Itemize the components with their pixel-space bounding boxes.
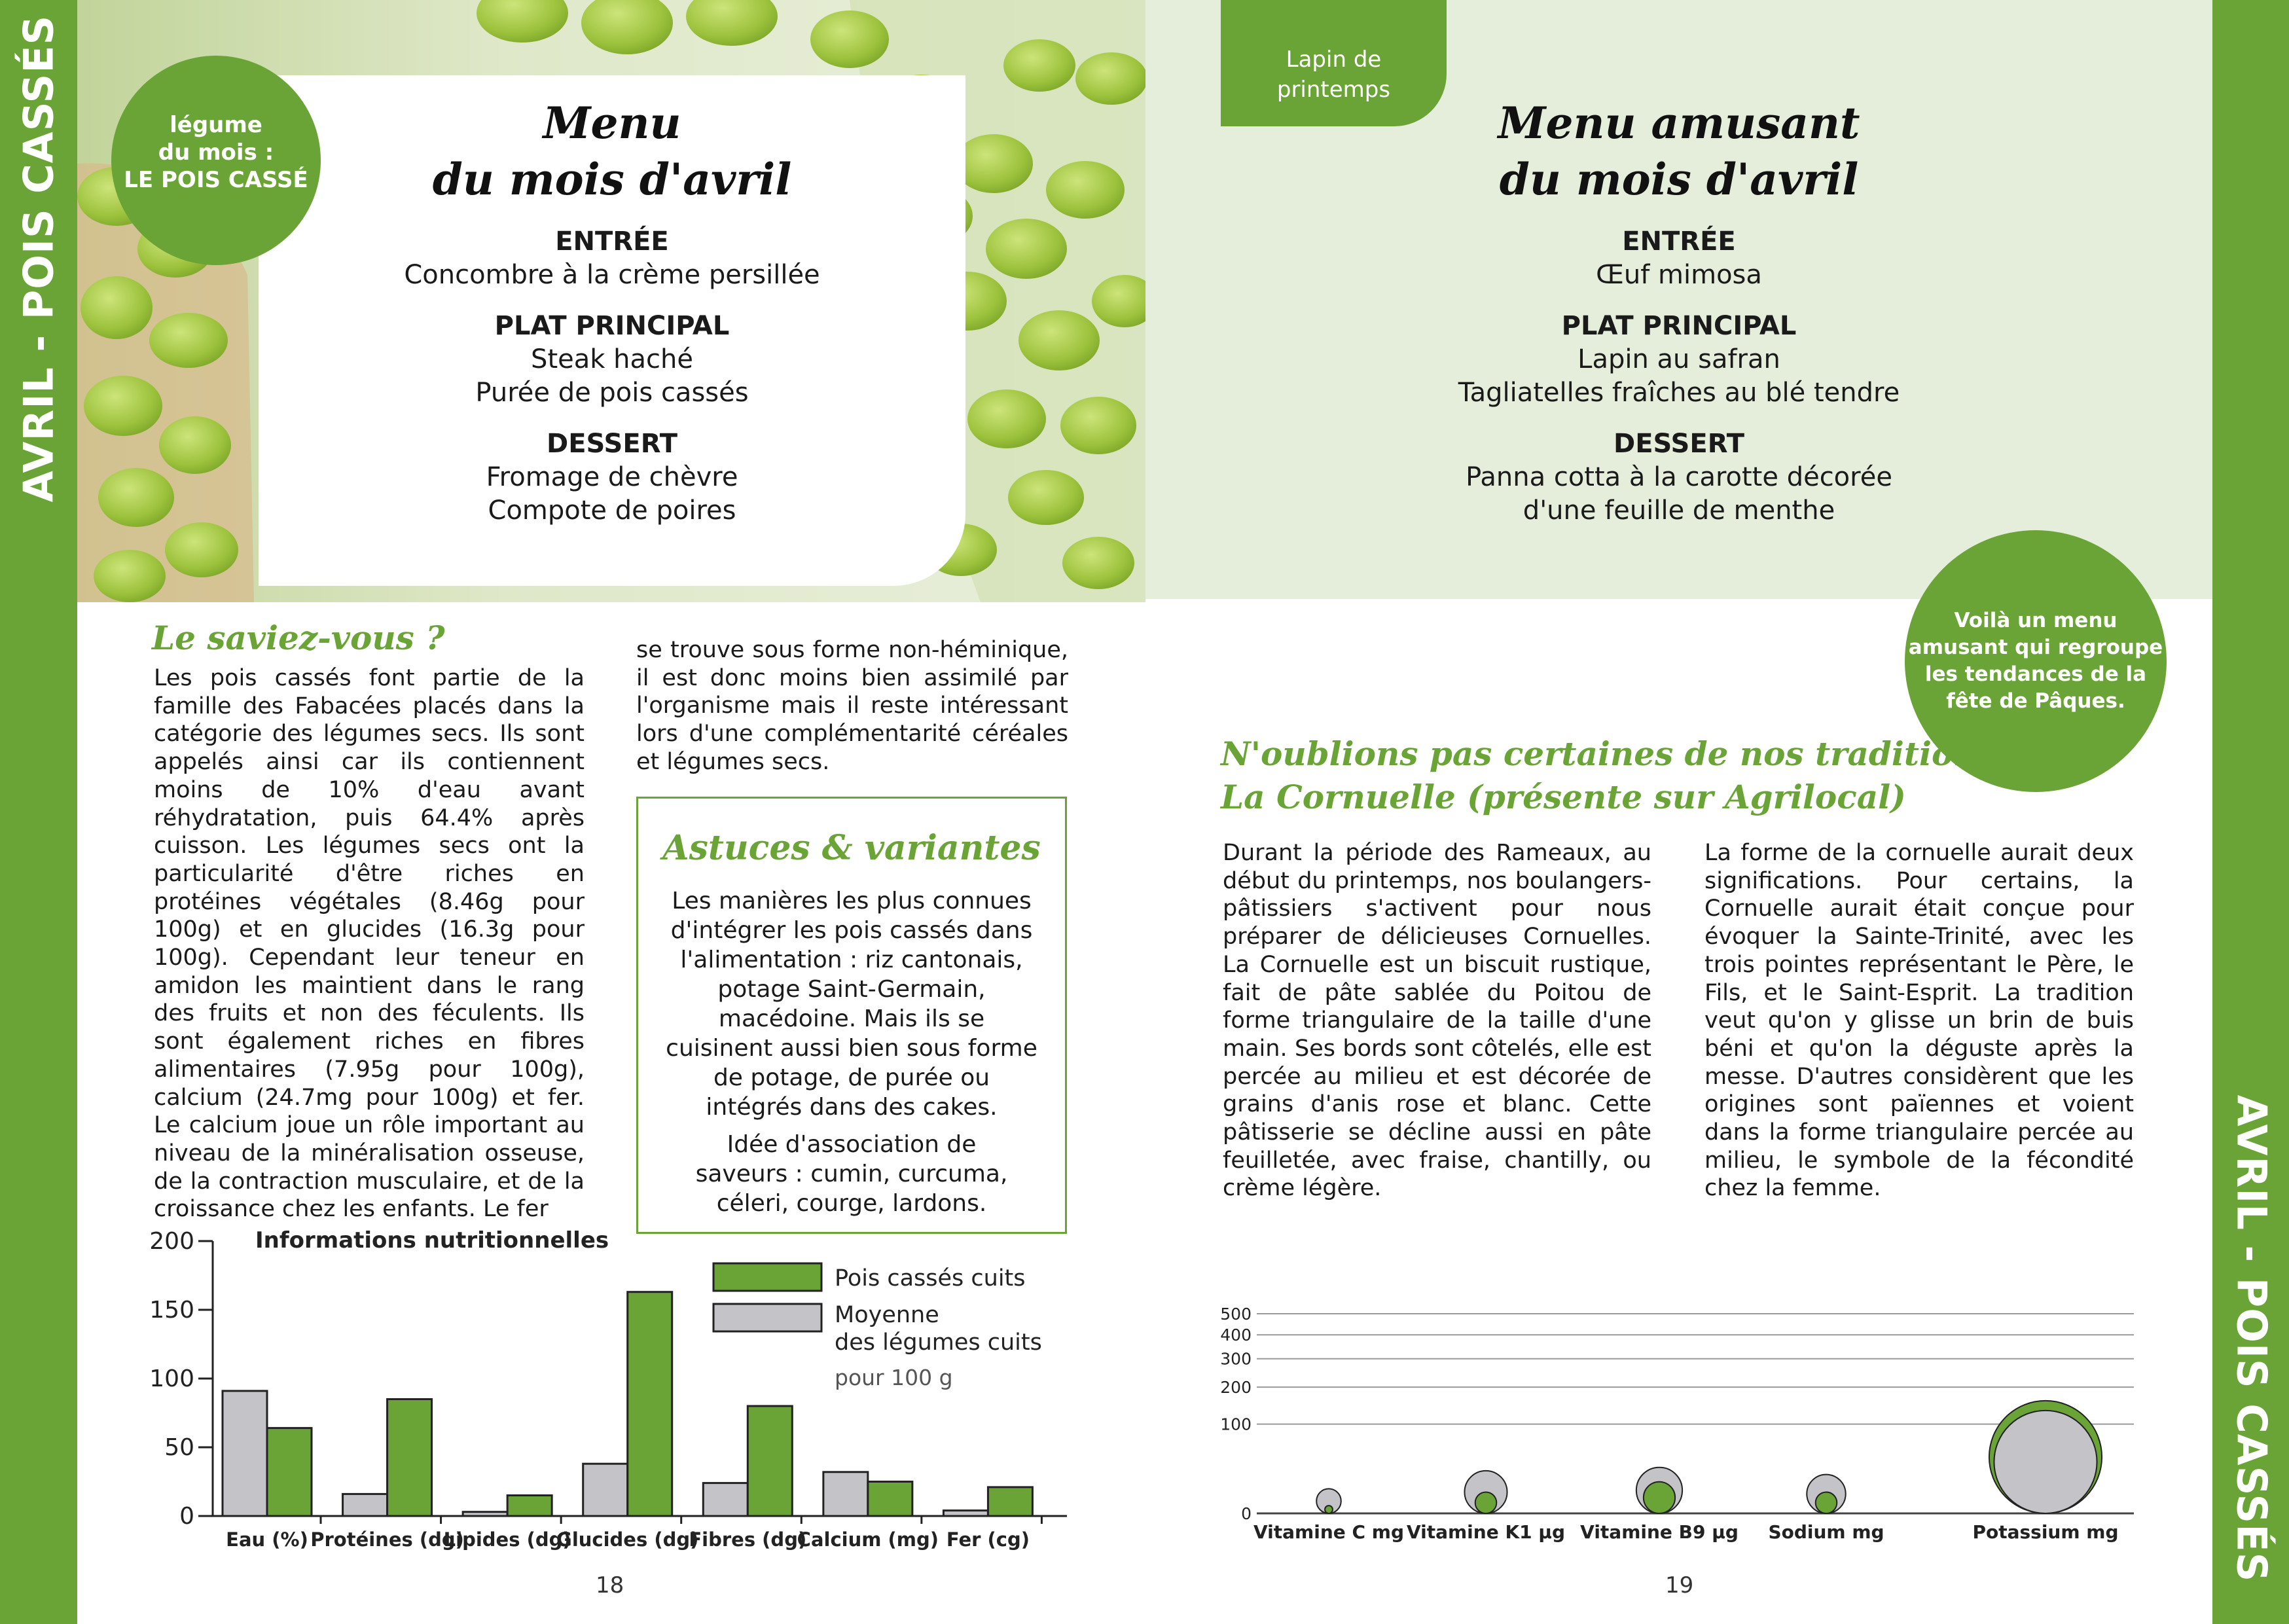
x-tick-label: Calcium (mg) <box>797 1528 939 1551</box>
saviez-col1: Les pois cassés font partie de la famille des Fabacées placés dans la catégorie des légumes secs. Ils sont appelés ainsi car ils contiennent moins de 10% d'eau avant réhydratation, puis 64.4% après cuisson. Les légumes secs ont la particularité d'être riches en protéines végétales (8.46g pour 100g) et en glucides (16.3g pour 100g). Cependant leur teneur en amidon les maintient dans le rang des fruits et non des féculents. Ils sont également riches en fibres alimentaires (7.95g pour 100g), calcium (24.7mg pour 100g) et fer. Le calcium joue un rôle important au niveau de la minéralisation osseuse, de la contraction musculaire, et de la croissance chez les enfants. Le fer <box>154 665 585 1223</box>
right-menu-title-1: Menu amusant <box>1498 98 1860 149</box>
astuces-para2: Idée d'association de saveurs : cumin, curcuma, céleri, courge, lardons. <box>695 1131 1008 1217</box>
x-tick-label: Fibres (dg) <box>689 1528 807 1551</box>
y-tick-label: 500 <box>1220 1305 1252 1324</box>
y-tick-label: 0 <box>179 1503 194 1530</box>
vegetable-of-month-badge <box>111 56 321 265</box>
nutrition-bar-chart <box>144 1218 1100 1558</box>
right-menu <box>1348 95 2010 528</box>
bubble-line: fête de Pâques. <box>1946 689 2125 713</box>
bar-average-cooked <box>943 1511 988 1516</box>
astuces-para1: Les manières les plus connues d'intégrer les pois cassés dans l'alimentation : riz cantonais, potage Saint-Germain, macédoine. Mais ils se cuisinent aussi bien sous forme de potage, de purée ou intégrés dans des cakes. <box>666 888 1037 1121</box>
right-dessert-item: Panna cotta à la carotte décorée <box>1466 462 1892 492</box>
astuces-box <box>636 797 1067 1234</box>
y-tick-label: 200 <box>1220 1378 1252 1398</box>
left-menu <box>281 95 943 528</box>
x-tick-label: Potassium mg <box>1972 1521 2119 1543</box>
tab-line: printemps <box>1276 77 1391 103</box>
page-number-19: 19 <box>1665 1572 1694 1598</box>
y-tick-label: 0 <box>1241 1504 1252 1523</box>
badge-line: du mois : <box>158 139 274 166</box>
right-dessert-item: d'une feuille de menthe <box>1523 496 1835 526</box>
legend-label-average-1: Moyenne <box>835 1302 939 1328</box>
bubble-split-peas <box>1644 1482 1675 1513</box>
bubble-line: Voilà un menu <box>1954 609 2118 632</box>
y-tick-label: 100 <box>1220 1415 1252 1434</box>
bar-average-cooked <box>823 1472 868 1516</box>
left-entree-head: ENTRÉE <box>555 226 669 257</box>
right-menu-title-2: du mois d'avril <box>1499 154 1859 205</box>
legend-swatch-split-peas <box>713 1263 821 1291</box>
x-tick-label: Lipides (dg) <box>443 1528 571 1551</box>
bar-split-peas <box>507 1496 552 1517</box>
bubble-split-peas <box>1325 1506 1333 1513</box>
bar-split-peas <box>628 1292 672 1516</box>
left-side-label: AVRIL - POIS CASSÉS <box>14 14 63 503</box>
left-menu-title-2: du mois d'avril <box>432 154 792 205</box>
left-menu-title-1: Menu <box>543 98 681 149</box>
page-number-18: 18 <box>596 1572 624 1598</box>
left-dessert-item: Fromage de chèvre <box>486 462 738 492</box>
traditions-col2: La forme de la cornuelle aurait deux significations. Pour certains, la Cornuelle aurait était conçue pour évoquer la Sainte-Trinité, avec les trois pointes représentant le Père, le Fils, et le Saint-Esprit. La tradition veut qu'on y glisse un brin de buis béni et qu'on la déguste après la messe. D'autres considèrent que les origines sont païennes et voient dans la forme triangulaire percée au milieu, le symbole de la fécondité chez la femme. <box>1704 840 2134 1202</box>
bar-split-peas <box>988 1487 1032 1516</box>
bubble-split-peas <box>1475 1492 1497 1513</box>
left-dessert-item: Compote de poires <box>488 496 736 526</box>
micronutrient-bubble-chart <box>1211 1303 2154 1558</box>
bubble-split-peas <box>1816 1492 1837 1513</box>
left-entree-item: Concombre à la crème persillée <box>404 260 820 290</box>
bar-average-cooked <box>343 1494 388 1516</box>
left-plat-item: Purée de pois cassés <box>475 378 749 408</box>
right-plat-item: Lapin au safran <box>1577 344 1780 374</box>
legend-label-split-peas: Pois cassés cuits <box>835 1265 1026 1291</box>
left-dessert-head: DESSERT <box>547 429 677 459</box>
x-tick-label: Vitamine C mg <box>1253 1521 1405 1543</box>
x-tick-label: Glucides (dg) <box>556 1528 699 1551</box>
x-tick-label: Eau (%) <box>226 1528 308 1551</box>
traditions-title-1: N'oublions pas certaines de nos traditions : <box>1221 734 2019 773</box>
right-plat-head: PLAT PRINCIPAL <box>1561 311 1797 341</box>
bar-average-cooked <box>463 1512 507 1516</box>
y-tick-label: 150 <box>149 1297 194 1324</box>
bubble-line: les tendances de la <box>1924 662 2147 686</box>
x-tick-label: Protéines (dg) <box>310 1528 464 1551</box>
y-tick-label: 400 <box>1220 1326 1252 1345</box>
saviez-title: Le saviez-vous ? <box>152 619 445 657</box>
x-tick-label: Vitamine B9 µg <box>1580 1521 1739 1543</box>
traditions-col1: Durant la période des Rameaux, au début du printemps, nos boulangers-pâtissiers s'activent pour nous préparer de délicieuses Cornuelles. La Cornuelle est un biscuit rustique, fait de pâte sablée du Poitou de forme triangulaire de la taille d'une main. Ses bords sont côtelés, elle est percée au milieu et est décorée de grains d'anis rose et blanc. Cette pâtisserie se décline aussi en pâte feuilletée, avec fraise, chantilly, ou crème légère. <box>1223 840 1651 1202</box>
x-tick-label: Sodium mg <box>1768 1521 1884 1543</box>
right-entree-head: ENTRÉE <box>1622 226 1736 257</box>
right-dessert-head: DESSERT <box>1613 429 1744 459</box>
bar-split-peas <box>388 1399 432 1517</box>
bar-split-peas <box>868 1482 912 1517</box>
y-tick-label: 50 <box>164 1434 194 1461</box>
x-tick-label: Fer (cg) <box>946 1528 1030 1551</box>
saviez-col2: se trouve sous forme non-héminique, il est donc moins bien assimilé par l'organisme mais il reste intéressant lors d'une complémentarité céréales et légumes secs. <box>636 637 1068 775</box>
chart-title: Informations nutritionnelles <box>255 1227 609 1254</box>
bar-split-peas <box>267 1428 312 1516</box>
legend-label-average-2: des légumes cuits <box>835 1329 1042 1356</box>
tab-line: Lapin de <box>1286 46 1382 73</box>
legend-note: pour 100 g <box>835 1365 953 1390</box>
bar-average-cooked <box>223 1391 267 1516</box>
y-tick-label: 100 <box>149 1365 194 1392</box>
bubble-average-cooked <box>1994 1411 2097 1513</box>
left-plat-head: PLAT PRINCIPAL <box>494 311 730 341</box>
right-side-label: AVRIL - POIS CASSÉS <box>2227 1094 2276 1583</box>
badge-line: légume <box>170 112 262 138</box>
legend-swatch-average <box>713 1304 821 1331</box>
x-tick-label: Vitamine K1 µg <box>1406 1521 1566 1543</box>
bar-average-cooked <box>703 1483 748 1516</box>
y-tick-label: 300 <box>1220 1349 1252 1369</box>
bubble-line: amusant qui regroupe <box>1908 636 2163 659</box>
y-tick-label: 200 <box>149 1228 194 1255</box>
bar-average-cooked <box>583 1464 628 1516</box>
right-plat-item: Tagliatelles fraîches au blé tendre <box>1458 378 1900 408</box>
astuces-title: Astuces & variantes <box>662 828 1041 868</box>
left-plat-item: Steak haché <box>531 344 693 374</box>
badge-line: LE POIS CASSÉ <box>124 167 308 193</box>
bar-split-peas <box>748 1406 792 1516</box>
traditions-title-2: La Cornuelle (présente sur Agrilocal) <box>1221 778 1906 816</box>
right-entree-item: Œuf mimosa <box>1596 260 1762 290</box>
